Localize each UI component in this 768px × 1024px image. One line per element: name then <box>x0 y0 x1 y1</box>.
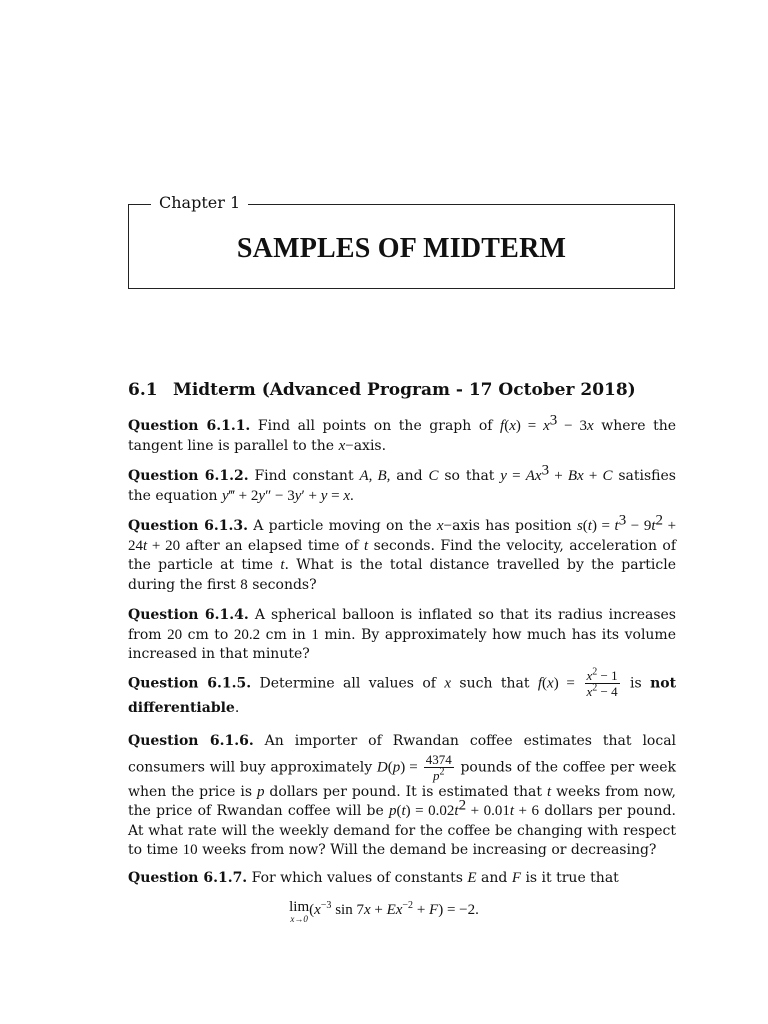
question-6-1-1: Question 6.1.1. Find all points on the graph of $f(x) = x^3 - 3x$ where the tangent line is parallel to the x−axis. <box>128 412 676 454</box>
question-label: Question 6.1.6. <box>128 733 254 749</box>
question-text: is it true that <box>525 870 619 886</box>
question-6-1-4: Question 6.1.4. A spherical balloon is inflated so that its radius increases from 20 cm to 20.2 cm in 1 min. By approximately how much has its volume increased in that minute? <box>128 607 676 662</box>
question-text: so that <box>444 468 495 484</box>
question-text: and <box>396 468 423 484</box>
question-text: such that <box>459 675 530 692</box>
question-text: Find constant <box>254 468 354 484</box>
math-expression: f <box>500 418 505 434</box>
question-text: cm in <box>265 626 306 643</box>
question-6-1-5: Question 6.1.5. Determine all values of x such that f(x) = $\frac{x^2 - 1}{x^2 - 4}$ is not differentiable. <box>128 666 677 716</box>
question-text: after an elapsed time of <box>185 537 359 554</box>
question-text: Determine all values of <box>259 675 436 692</box>
section-heading <box>128 378 636 402</box>
chapter-label: Chapter 1 <box>151 192 248 214</box>
question-text: cm to <box>187 626 229 643</box>
chapter-box <box>128 193 675 289</box>
question-text: axis has position <box>452 518 572 534</box>
question-text-bold: not differentiable <box>128 675 677 716</box>
question-text: Find all points on the graph of <box>257 418 493 434</box>
question-text: weeks from now? Will the demand be increasing or decreasing? <box>202 842 657 858</box>
limit-equation: lim x→0 ($x^{-3}$ $\sin 7x + Ex^{-2} + F) = -2$. <box>289 899 479 924</box>
question-text: seconds? <box>252 576 317 593</box>
question-text: An importer of Rwandan coffee estimates that local consumers will buy approximately <box>128 733 677 775</box>
question-text: A particle moving on the <box>253 518 432 534</box>
section-number: 6.1 <box>128 380 158 400</box>
question-label: Question 6.1.4. <box>128 607 249 623</box>
chapter-title: SAMPLES OF MIDTERM <box>236 233 567 264</box>
section-title: Midterm (Advanced Program - 17 October 2018) <box>173 380 636 400</box>
fraction: $\frac{x^2 - 1}{x^2 - 4}$ <box>586 666 618 699</box>
question-text: seconds. Find the velocity, acceleration of the particle at time <box>128 537 676 573</box>
question-6-1-3: Question 6.1.3. A particle moving on the x−axis has position $s(t) = t^3 - 9t^2 + 24t + 20$ after an elapsed time of t seconds. Find the velocity, acceleration of the particle at time t. What is the total distance travelled by the particle during the first 8 seconds? <box>128 512 677 593</box>
question-6-1-6: Question 6.1.6. An importer of Rwandan coffee estimates that local consumers will buy approximately D(p) = $\frac{4374}{p^2}$ pounds of the coffee per week when the price is p dollars per pound. It is estimated that t weeks from now, the price of Rwandan coffee will be $p(t) = 0.02t^2 + 0.01t + 6$ dollars per pound. At what rate will the weekly demand for the coffee be changing with respect to time 10 weeks from now? Will the demand be increasing or decreasing? <box>128 733 677 858</box>
question-label: Question 6.1.3. <box>128 518 249 534</box>
fraction: $\frac{4374}{p^2}$ <box>425 751 452 783</box>
question-6-1-7: Question 6.1.7. For which values of constants E and F is it true that <box>128 870 619 886</box>
question-text: pounds of the coffee per week when the price is <box>128 759 677 800</box>
question-text: For which values of constants <box>251 870 463 886</box>
question-text: and <box>481 870 508 886</box>
question-text: weeks from now, the price of Rwandan coffee will be <box>128 783 676 819</box>
question-text: min. By approximately how much has its volume increased in that minute? <box>128 626 676 662</box>
question-label: Question 6.1.2. <box>128 468 249 484</box>
question-text: is <box>630 675 642 692</box>
question-label: Question 6.1.5. <box>128 675 252 692</box>
question-text: where the tangent line is parallel to the <box>128 418 676 454</box>
question-text: satisfies the equation <box>128 468 676 504</box>
question-text: . What is the total distance travelled by the particle during the first <box>128 557 677 593</box>
question-text: A spherical balloon is inflated so that its radius increases from <box>128 607 676 643</box>
question-label: Question 6.1.7. <box>128 870 248 886</box>
question-6-1-2: Question 6.1.2. Find constant A, B, and C so that $y = Ax^3 + Bx + C$ satisfies the equation y‴ + 2y″ − 3y′ + y = x. <box>128 462 676 504</box>
question-text: dollars per pound. It is estimated that <box>269 783 542 800</box>
question-text: dollars per pound. At what rate will the weekly demand for the coffee be changing with respect to time <box>128 803 676 858</box>
question-label: Question 6.1.1. <box>128 418 251 434</box>
question-text: axis. <box>353 437 387 454</box>
